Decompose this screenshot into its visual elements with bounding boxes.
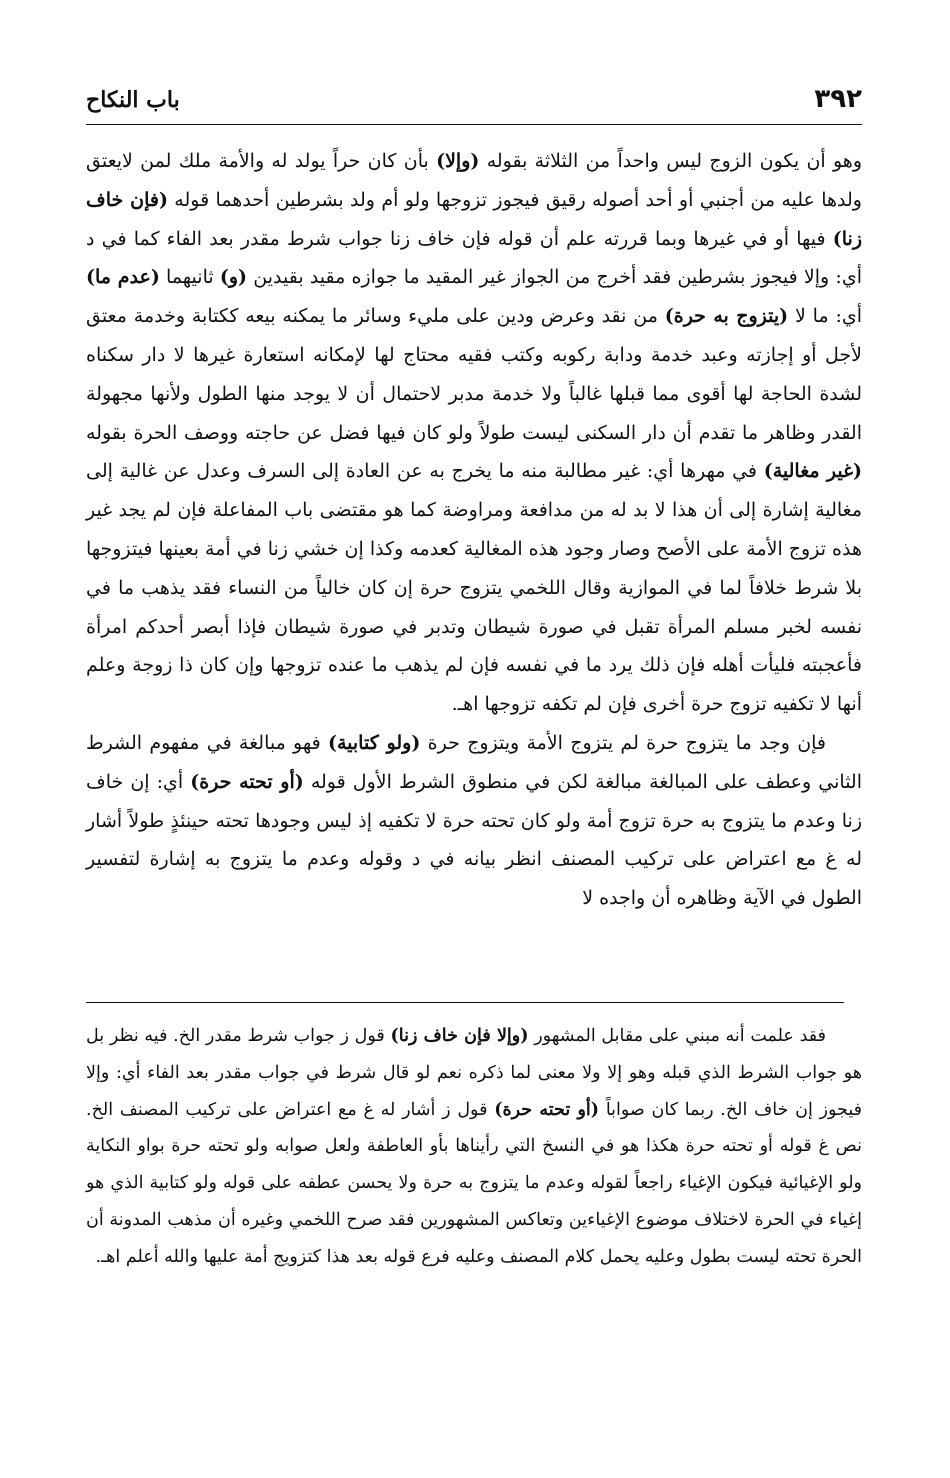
- text-run: فإن وجد ما يتزوج حرة لم يتزوج الأمة ويتزوج حرة: [420, 731, 827, 754]
- text-run: أي: إن خاف زنا وعدم ما يتزوج به حرة تزوج أمة ولو كان تحته حرة لا تكفيه إذ ليس وجودها تحته حينئذٍ طولاً أشار له غ مع اعتراض على تركيب المصنف انظر بيانه في د وقوله وعدم ما يتزوج به إشارة لتفسير الطول في الآية وظاهره أن واجده لا: [86, 770, 862, 910]
- matn-phrase: (وإلا): [436, 150, 480, 172]
- text-run: من نقد وعرض ودين على مليء وسائر ما يمكنه بيعه ككتابة وخدمة معتق لأجل أو إجازته وعبد خدمة ودابة ركوبه وكتب فقيه محتاج لها لإمكانه استعارة غيرها لا دار سكناه لشدة الحاجة لها أقوى مما قبلها غالباً ولا خدمة مدبر لاحتمال أن لا يوجد منها الطول ولأنها مجهولة القدر وظاهر ما تقدم أن دار السكنى ليست طولاً ولو كان فيها فضل عن حاجته ووصف الحرة بقوله: [86, 305, 862, 444]
- matn-phrase: (غير مغالية): [763, 460, 862, 483]
- text-run: ثانيهما: [159, 266, 220, 289]
- text-run: في مهرها أي: غير مطالبة منه ما يخرج به عن العادة إلى السرف وعدل عن غالية إلى مغالية إشارة إلى أن هذا لا بد له من مدافعة ومراوضة كما هو مقتضى باب المفاعلة فإن لم يجد غير هذه تزوج الأمة على الأصح وصار وجود هذه المغالية كعدمه وكذا إن خشي زنا في أمة بعينها فيتزوجها بلا شرط خلافاً لما في الموازية وقال اللخمي يتزوج حرة إن كان خالياً من النساء فقد يذهب ما في نفسه لخبر مسلم المرأة تقبل في صورة شيطان وتدبر في صورة شيطان فإذا أبصر أحدكم امرأة فأعجبته فليأت أهله فإن ذلك يرد ما في نفسه فإن لم يذهب ما عنده تزوجها وإن كان ذا زوجة وعلم أنها لا تكفيه تزوج حرة أخرى فإن لم تكفه تزوجها اهـ.: [86, 460, 862, 716]
- matn-phrase: (يتزوج به حرة): [664, 305, 789, 328]
- text-run: بأن كان حراً يولد له والأمة ملك لمن لايعتق ولدها عليه من أجنبي أو أحد أصوله رقيق فيجوز تزوجها ولو أم ولد بشرطين أحدهما قوله: [86, 150, 862, 211]
- footnotes: [86, 1018, 862, 1276]
- main-text: [86, 142, 862, 918]
- matn-phrase: (فإن خاف زنا): [86, 188, 862, 250]
- matn-phrase: (وإلا فإن خاف زنا): [390, 1026, 529, 1046]
- text-run: فقد علمت أنه مبني على مقابل المشهور: [528, 1026, 826, 1046]
- main-paragraph-1: [86, 142, 862, 724]
- matn-phrase: (أو تحته حرة): [190, 770, 304, 793]
- text-run: فهو مبالغة في مفهوم الشرط الثاني وعطف على المبالغة مبالغة لكن في منطوق الشرط الأول قوله: [86, 731, 862, 793]
- matn-phrase: (ولو كتابية): [327, 731, 421, 754]
- matn-phrase: (و): [219, 266, 248, 289]
- text-run: وهو أن يكون الزوج ليس واحداً من الثلاثة بقوله: [479, 150, 863, 172]
- text-run: أي: ما لا: [788, 305, 862, 328]
- matn-phrase: (أو تحته حرة): [494, 1099, 600, 1120]
- matn-phrase: (عدم ما): [86, 266, 160, 289]
- page-number: ٣٩٢: [814, 84, 862, 114]
- text-run: قول ز أشار له غ مع اعتراض على تركيب المصنف الخ. نص غ قوله أو تحته حرة هكذا هو في النسخ التي رأيناها بأو العاطفة ولعل صوابه ولو تحته حرة بواو النكاية ولو الإغيائية فيكون الإغياء راجعاً لقوله وعدم ما يتزوج به حرة ولا يحسن عطفه على قوله ولو كتابية الذي هو إغياء في الحرة لاختلاف موضوع الإغياءين وتعاكس المشهورين فقد صرح اللخمي وغيره أن مذهب المدونة أن الحرة تحته ليست بطول وعليه يحمل كلام المصنف وعليه فرع قوله بعد هذا كتزويج أمة عليها والله أعلم اهـ.: [86, 1099, 862, 1267]
- text-run: فيها أو في غيرها وبما قررته علم أن قوله فإن خاف زنا جواب شرط مقدر بعد الفاء كما في د أي: وإلا فيجوز بشرطين فقد أخرج من الجواز غير المقيد ما جوازه مقيد بقيدين: [86, 227, 862, 289]
- footnote-divider: [86, 1002, 844, 1003]
- main-paragraph-2: [86, 724, 862, 918]
- text-run: قول ز جواب شرط مقدر الخ. فيه نظر بل هو جواب الشرط الذي قبله وهو إلا ولا معنى لما ذكره نعم لو قال شرط في جواب مقدر بعد الفاء أي: وإلا فيجوز إن خاف الخ. ربما كان صواباً: [86, 1026, 862, 1120]
- page-header: [86, 78, 862, 125]
- footnote-paragraph: [86, 1018, 862, 1276]
- running-title: باب النكاح: [86, 87, 180, 113]
